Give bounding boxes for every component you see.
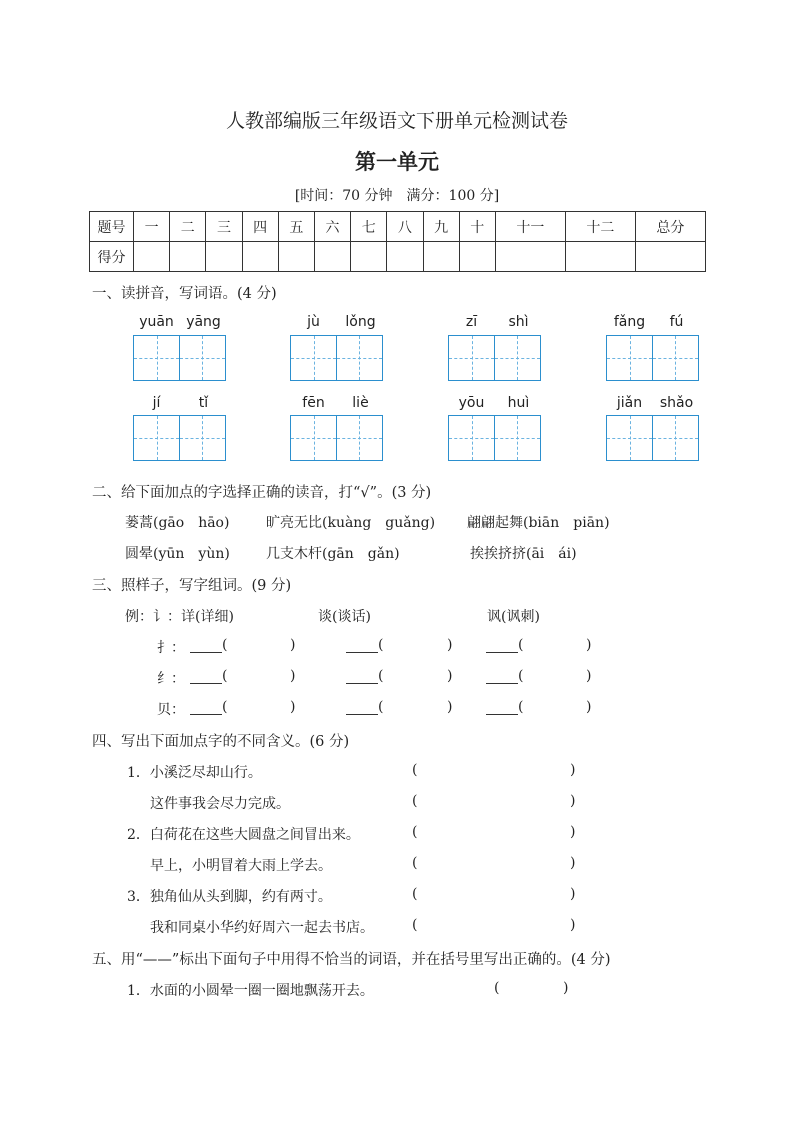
reading-choice-item[interactable]: 圆晕(yūn yùn) [125,546,230,562]
table-cell: 三 [206,212,242,242]
tianzige-box[interactable] [448,415,541,461]
table-cell: 总分 [635,212,705,242]
table-cell: 五 [278,212,314,242]
section-4-heading: 四、写出下面加点字的不同含义。(6 分) [92,734,350,750]
word-blank[interactable]: ( [486,637,523,653]
score-input-cell[interactable] [170,242,206,272]
radical-label: 贝： [157,702,185,718]
score-table [89,211,706,272]
tianzige-box[interactable] [290,415,383,461]
page-title: 人教部编版三年级语文下册单元检测试卷 [225,110,568,132]
tianzige-box[interactable] [606,335,699,381]
paren-close: ) [290,699,296,715]
answer-paren: ) [570,793,576,809]
score-input-cell[interactable] [565,242,635,272]
answer-paren: ) [563,980,569,996]
paren-close: ) [290,668,296,684]
example-line: 例：讠：详(详细) [125,609,234,625]
tianzige-box[interactable] [290,335,383,381]
score-input-cell[interactable] [423,242,459,272]
score-input-cell[interactable] [314,242,350,272]
meaning-sentence: 3．独角仙从头到脚，约有两寸。 [127,889,332,905]
paren-close: ) [447,668,453,684]
score-input-cell[interactable] [134,242,170,272]
pinyin-label: jù [307,314,320,330]
reading-choice-item[interactable]: 挨挨挤挤(āi ái) [470,546,577,562]
answer-paren: ) [570,886,576,902]
paren-close: ) [586,668,592,684]
answer-paren[interactable]: ( [412,917,418,933]
paren-close: ) [586,637,592,653]
tianzige-box[interactable] [133,415,226,461]
score-table-header-row [90,212,706,242]
tianzige-box[interactable] [133,335,226,381]
meaning-sentence: 我和同桌小华约好周六一起去书店。 [150,920,374,936]
word-blank[interactable]: ( [346,637,383,653]
answer-paren: ) [570,824,576,840]
pinyin-label: fǎng [613,314,646,330]
correction-sentence: 1．水面的小圆晕一圈一圈地飘荡开去。 [127,983,374,999]
pinyin-label: huì [507,395,530,411]
word-blank[interactable]: ( [346,668,383,684]
pinyin-label: yāng [186,314,221,330]
score-table-score-row [90,242,706,272]
word-blank[interactable]: ( [486,699,523,715]
meaning-sentence: 1．小溪泛尽却山行。 [127,765,262,781]
answer-paren[interactable]: ( [412,824,418,840]
word-blank[interactable]: ( [190,637,227,653]
meaning-sentence: 2．白荷花在这些大圆盘之间冒出来。 [127,827,360,843]
answer-paren: ) [570,762,576,778]
reading-choice-item[interactable]: 几支木杆(gān gǎn) [266,546,400,562]
pinyin-label: liè [352,395,369,411]
example-word: 讽(讽刺) [487,609,540,625]
answer-paren: ) [570,917,576,933]
pinyin-label: zī [465,314,478,330]
table-cell: 四 [242,212,278,242]
word-blank[interactable]: ( [190,699,227,715]
example-word: 谈(谈话) [318,609,371,625]
reading-choice-item[interactable]: 蒌蒿(gāo hāo) [125,515,230,531]
unit-title: 第一单元 [355,149,439,174]
score-input-cell[interactable] [387,242,423,272]
score-input-cell[interactable] [242,242,278,272]
pinyin-label: yuān [139,314,174,330]
radical-label: 纟： [157,671,185,687]
reading-choice-item[interactable]: 翩翩起舞(biān piān) [467,515,610,531]
table-cell: 十 [459,212,495,242]
answer-paren[interactable]: ( [412,793,418,809]
table-cell: 八 [387,212,423,242]
answer-paren[interactable]: ( [412,762,418,778]
table-cell: 十二 [565,212,635,242]
score-input-cell[interactable] [495,242,565,272]
radical-label: 扌： [157,640,185,656]
table-cell: 九 [423,212,459,242]
pinyin-label: jí [152,395,161,411]
reading-choice-item[interactable]: 旷亮无比(kuàng guǎng) [266,515,436,531]
answer-paren[interactable]: ( [412,886,418,902]
score-input-cell[interactable] [206,242,242,272]
word-blank[interactable]: ( [486,668,523,684]
section-3-heading: 三、照样子，写字组词。(9 分) [92,578,292,594]
pinyin-label: yōu [458,395,485,411]
pinyin-label: tǐ [198,395,209,411]
score-input-cell[interactable] [278,242,314,272]
pinyin-label: shǎo [659,395,694,411]
pinyin-label: shì [508,314,529,330]
pinyin-label: fēn [302,395,325,411]
score-input-cell[interactable] [635,242,705,272]
pinyin-label: jiǎn [616,395,643,411]
section-1-heading: 一、读拼音，写词语。(4 分) [92,286,277,302]
table-cell: 得分 [90,242,134,272]
answer-paren[interactable]: ( [494,980,500,996]
paren-close: ) [447,637,453,653]
table-cell: 题号 [90,212,134,242]
paren-close: ) [290,637,296,653]
table-cell: 十一 [495,212,565,242]
table-cell: 六 [314,212,350,242]
meaning-sentence: 早上，小明冒着大雨上学去。 [150,858,332,874]
word-blank[interactable]: ( [346,699,383,715]
pinyin-label: fú [669,314,684,330]
section-5-heading: 五、用“——”标出下面句子中用得不恰当的词语，并在括号里写出正确的。(4 分) [92,952,611,968]
paren-close: ) [447,699,453,715]
paren-close: ) [586,699,592,715]
answer-paren: ) [570,855,576,871]
word-blank[interactable]: ( [190,668,227,684]
pinyin-label: lǒng [345,314,376,330]
section-2-heading: 二、给下面加点的字选择正确的读音，打“√”。(3 分) [92,485,432,501]
score-input-cell[interactable] [459,242,495,272]
time-info: [时间：70 分钟 满分：100 分] [294,188,500,204]
answer-paren[interactable]: ( [412,855,418,871]
table-cell: 二 [170,212,206,242]
table-cell: 一 [134,212,170,242]
score-input-cell[interactable] [351,242,387,272]
tianzige-box[interactable] [606,415,699,461]
tianzige-box[interactable] [448,335,541,381]
table-cell: 七 [351,212,387,242]
meaning-sentence: 这件事我会尽力完成。 [150,796,290,812]
